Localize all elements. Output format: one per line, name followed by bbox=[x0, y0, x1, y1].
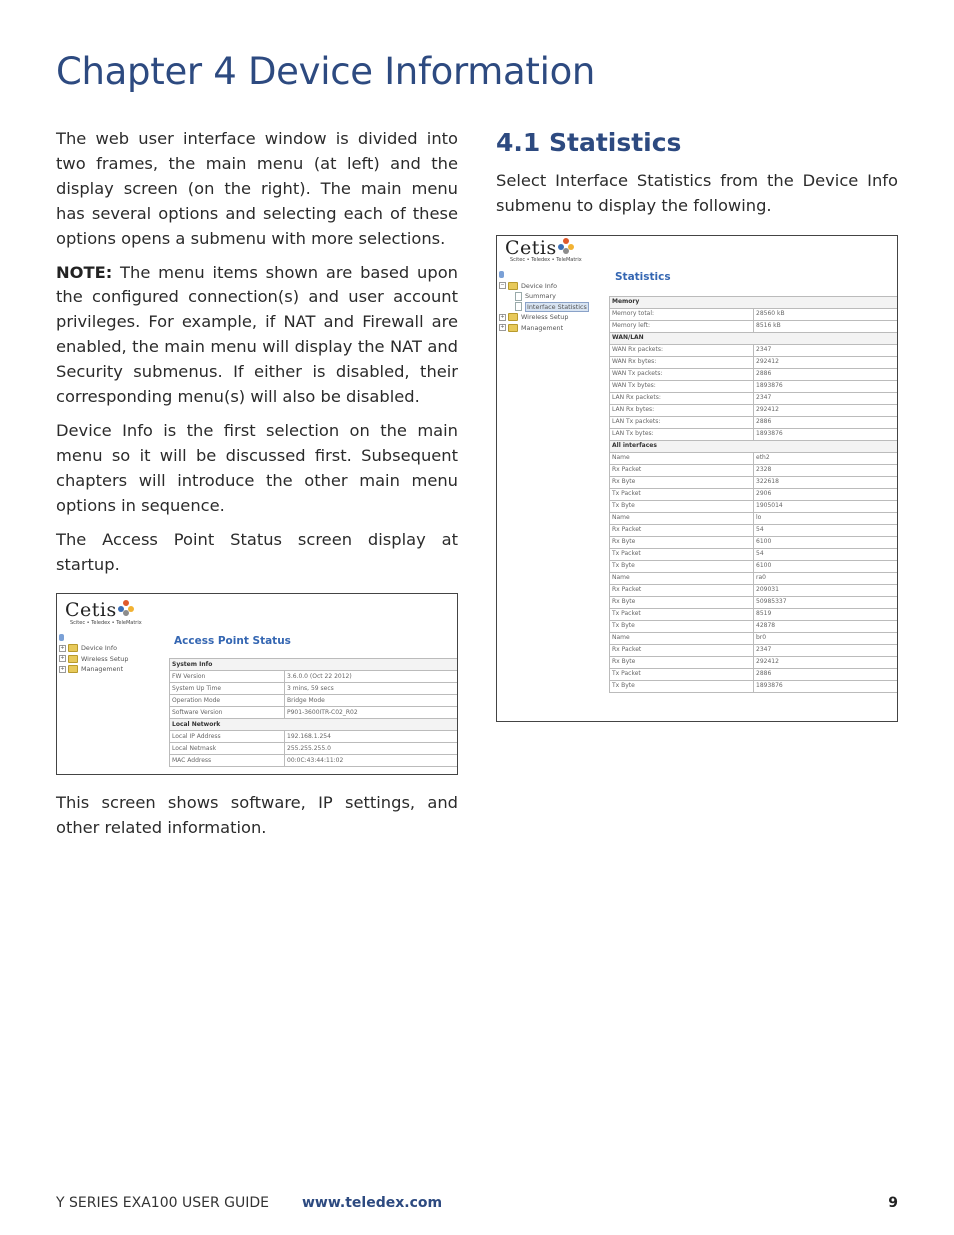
table-row bbox=[610, 356, 899, 368]
table-section-row bbox=[610, 296, 899, 308]
row-value: 1905014 bbox=[754, 500, 899, 512]
table-row bbox=[610, 596, 899, 608]
row-value: 6100 bbox=[754, 536, 899, 548]
table-row bbox=[170, 743, 459, 755]
row-value: 1893876 bbox=[754, 380, 899, 392]
row-label: Name bbox=[610, 572, 754, 584]
table-row bbox=[610, 668, 899, 680]
row-label: Local IP Address bbox=[170, 731, 285, 743]
row-label: Memory total: bbox=[610, 308, 754, 320]
statistics-paragraph: Select Interface Statistics from the Device Info submenu to display the following. bbox=[496, 171, 898, 215]
row-value: 2886 bbox=[754, 368, 899, 380]
menu-item-summary[interactable]: Summary bbox=[499, 291, 589, 302]
summary-paragraph: This screen shows software, IP settings, and other related information. bbox=[56, 793, 458, 838]
row-value: lo bbox=[754, 512, 899, 524]
menu-item-management[interactable]: + Management bbox=[60, 665, 124, 674]
table-row bbox=[610, 428, 899, 440]
row-value: 3 mins, 59 secs bbox=[285, 683, 459, 695]
table-section-row bbox=[170, 659, 459, 671]
row-label: FW Version bbox=[170, 671, 285, 683]
note-label: NOTE: bbox=[56, 262, 113, 282]
menu-item-wireless-setup[interactable]: + Wireless Setup bbox=[500, 313, 569, 322]
expand-icon: + bbox=[60, 655, 65, 662]
row-label: Tx Packet bbox=[610, 608, 754, 620]
folder-icon bbox=[68, 644, 78, 652]
row-value: Bridge Mode bbox=[285, 695, 459, 707]
intro-paragraph: The web user interface window is divided into two frames, the main menu (at left) and the display screen (on the right). The main menu has several options and selecting each of these options opens a submenu with more selections. bbox=[56, 129, 458, 248]
menu-item-interface-statistics[interactable]: Interface Statistics bbox=[499, 301, 589, 312]
collapse-icon: − bbox=[500, 282, 505, 289]
main-menu-tree bbox=[59, 632, 128, 674]
row-label: Operation Mode bbox=[170, 695, 285, 707]
section-label: WAN/LAN bbox=[610, 332, 899, 344]
row-value: 292412 bbox=[754, 656, 899, 668]
row-value: 6100 bbox=[754, 560, 899, 572]
row-value: br0 bbox=[754, 632, 899, 644]
table-row bbox=[170, 731, 459, 743]
row-value: 2347 bbox=[754, 392, 899, 404]
row-label: Rx Packet bbox=[610, 524, 754, 536]
menu-item-device-info[interactable]: + Device Info bbox=[60, 644, 117, 653]
cetis-logo bbox=[65, 600, 136, 620]
row-value: 255.255.255.0 bbox=[285, 743, 459, 755]
section-title: 4.1 Statistics bbox=[496, 128, 682, 157]
table-row bbox=[610, 680, 899, 692]
menu-item-wireless-setup[interactable]: + Wireless Setup bbox=[60, 654, 129, 663]
row-label: WAN Tx packets: bbox=[610, 368, 754, 380]
page-footer bbox=[56, 1195, 898, 1213]
row-label: Name bbox=[610, 512, 754, 524]
menu-item-management[interactable]: + Management bbox=[500, 323, 564, 332]
row-label: Rx Packet bbox=[610, 464, 754, 476]
expand-icon: + bbox=[500, 324, 505, 331]
interface-statistics-table bbox=[609, 296, 898, 693]
row-value: 2347 bbox=[754, 644, 899, 656]
table-row bbox=[610, 536, 899, 548]
table-row bbox=[610, 500, 899, 512]
table-row bbox=[170, 707, 459, 719]
table-row bbox=[610, 416, 899, 428]
logo-dots-icon bbox=[118, 600, 136, 614]
access-point-status-table bbox=[169, 658, 458, 767]
table-row bbox=[610, 368, 899, 380]
row-value: 209031 bbox=[754, 584, 899, 596]
section-label: Local Network bbox=[170, 719, 459, 731]
root-icon bbox=[59, 634, 64, 641]
table-row bbox=[610, 632, 899, 644]
row-value: 8516 kB bbox=[754, 320, 899, 332]
table-row bbox=[610, 620, 899, 632]
section-label: Memory bbox=[610, 296, 899, 308]
table-row bbox=[610, 608, 899, 620]
statistics-screenshot bbox=[496, 235, 898, 722]
row-label: MAC Address bbox=[170, 755, 285, 767]
row-label: LAN Tx packets: bbox=[610, 416, 754, 428]
row-label: Local Netmask bbox=[170, 743, 285, 755]
row-value: 50985337 bbox=[754, 596, 899, 608]
footer-guide-title: Y SERIES EXA100 USER GUIDE bbox=[56, 1195, 269, 1211]
row-label: WAN Tx bytes: bbox=[610, 380, 754, 392]
table-row bbox=[610, 404, 899, 416]
folder-icon bbox=[508, 324, 518, 332]
row-label: Tx Byte bbox=[610, 620, 754, 632]
cetis-logo bbox=[505, 238, 576, 258]
access-point-status-screenshot bbox=[56, 593, 458, 775]
row-label: Tx Byte bbox=[610, 500, 754, 512]
table-row bbox=[170, 755, 459, 767]
expand-icon: + bbox=[60, 665, 65, 672]
footer-url-link[interactable]: www.teledex.com bbox=[302, 1195, 443, 1211]
folder-icon bbox=[508, 282, 518, 290]
row-value: 322618 bbox=[754, 476, 899, 488]
row-value: 292412 bbox=[754, 404, 899, 416]
row-value: ra0 bbox=[754, 572, 899, 584]
row-value: 192.168.1.254 bbox=[285, 731, 459, 743]
table-row bbox=[610, 452, 899, 464]
table-row bbox=[610, 464, 899, 476]
table-row bbox=[610, 488, 899, 500]
table-row bbox=[610, 392, 899, 404]
row-value: 8519 bbox=[754, 608, 899, 620]
table-row bbox=[610, 344, 899, 356]
row-value: 28560 kB bbox=[754, 308, 899, 320]
row-label: LAN Tx bytes: bbox=[610, 428, 754, 440]
row-value: 2886 bbox=[754, 668, 899, 680]
page-number: 9 bbox=[888, 1195, 898, 1211]
row-label: Software Version bbox=[170, 707, 285, 719]
row-value: 2886 bbox=[754, 416, 899, 428]
row-value: 2347 bbox=[754, 344, 899, 356]
row-label: Name bbox=[610, 452, 754, 464]
table-row bbox=[610, 572, 899, 584]
root-icon bbox=[499, 271, 504, 278]
logo-wordmark: Cetis bbox=[505, 236, 557, 259]
table-row bbox=[610, 524, 899, 536]
table-row bbox=[170, 695, 459, 707]
row-value: 3.6.0.0 (Oct 22 2012) bbox=[285, 671, 459, 683]
row-label: Tx Byte bbox=[610, 680, 754, 692]
page-icon bbox=[515, 292, 522, 301]
table-row bbox=[610, 308, 899, 320]
page-icon bbox=[515, 302, 522, 311]
folder-icon bbox=[68, 655, 78, 663]
row-value: 54 bbox=[754, 548, 899, 560]
table-row bbox=[610, 644, 899, 656]
folder-icon bbox=[68, 665, 78, 673]
row-value: 1893876 bbox=[754, 428, 899, 440]
table-section-row bbox=[610, 332, 899, 344]
note-text: The menu items shown are based upon the configured connection(s) and user account privileges. For example, if NAT and Firewall are enabled, the main menu will display the NAT and Security submenus. If either is disabled, their corresponding menu(s) will also be disabled. bbox=[56, 262, 458, 407]
row-label: Memory left: bbox=[610, 320, 754, 332]
row-label: LAN Rx packets: bbox=[610, 392, 754, 404]
section-label: System Info bbox=[170, 659, 459, 671]
row-value: 2328 bbox=[754, 464, 899, 476]
screen-title: Access Point Status bbox=[174, 635, 291, 648]
expand-icon: + bbox=[60, 644, 65, 651]
logo-subtitle: Scitec • Teledex • TeleMatrix bbox=[70, 620, 142, 627]
chapter-title: Chapter 4 Device Information bbox=[56, 50, 596, 93]
row-label: LAN Rx bytes: bbox=[610, 404, 754, 416]
logo-dots-icon bbox=[558, 238, 576, 252]
expand-icon: + bbox=[500, 313, 505, 320]
table-section-row bbox=[170, 719, 459, 731]
section-label: All interfaces bbox=[610, 440, 899, 452]
table-row bbox=[170, 671, 459, 683]
right-column bbox=[496, 127, 898, 722]
row-value: 54 bbox=[754, 524, 899, 536]
table-row bbox=[610, 320, 899, 332]
row-value: eth2 bbox=[754, 452, 899, 464]
row-value: 2906 bbox=[754, 488, 899, 500]
logo-subtitle: Scitec • Teledex • TeleMatrix bbox=[510, 256, 582, 263]
row-label: Tx Packet bbox=[610, 548, 754, 560]
row-label: WAN Rx packets: bbox=[610, 344, 754, 356]
startup-paragraph: The Access Point Status screen display at startup. bbox=[56, 529, 458, 574]
row-value: 00:0C:43:44:11:02 bbox=[285, 755, 459, 767]
logo-wordmark: Cetis bbox=[65, 599, 117, 622]
main-menu-tree bbox=[499, 270, 589, 333]
note-paragraph bbox=[56, 261, 458, 410]
row-label: Rx Byte bbox=[610, 656, 754, 668]
table-row bbox=[610, 584, 899, 596]
row-label: Name bbox=[610, 632, 754, 644]
row-value: 42878 bbox=[754, 620, 899, 632]
screen-title: Statistics bbox=[615, 270, 671, 283]
table-row bbox=[610, 512, 899, 524]
row-label: Rx Byte bbox=[610, 536, 754, 548]
table-row bbox=[610, 476, 899, 488]
row-label: System Up Time bbox=[170, 683, 285, 695]
row-label: Tx Byte bbox=[610, 560, 754, 572]
row-label: Tx Packet bbox=[610, 488, 754, 500]
row-label: Tx Packet bbox=[610, 668, 754, 680]
folder-icon bbox=[508, 313, 518, 321]
left-column bbox=[56, 127, 458, 850]
row-value: P901-3600ITR-C02_R02 bbox=[285, 707, 459, 719]
row-label: Rx Packet bbox=[610, 644, 754, 656]
table-row bbox=[610, 656, 899, 668]
table-section-row bbox=[610, 440, 899, 452]
row-label: WAN Rx bytes: bbox=[610, 356, 754, 368]
table-row bbox=[610, 548, 899, 560]
table-row bbox=[610, 380, 899, 392]
row-label: Rx Byte bbox=[610, 476, 754, 488]
device-info-paragraph: Device Info is the first selection on the main menu so it will be discussed first. Subsequent chapters will introduce the other main menu options in sequence. bbox=[56, 420, 458, 515]
table-row bbox=[170, 683, 459, 695]
menu-item-device-info[interactable]: − Device Info bbox=[500, 281, 557, 290]
table-row bbox=[610, 560, 899, 572]
row-label: Rx Packet bbox=[610, 584, 754, 596]
row-value: 1893876 bbox=[754, 680, 899, 692]
row-value: 292412 bbox=[754, 356, 899, 368]
row-label: Rx Byte bbox=[610, 596, 754, 608]
